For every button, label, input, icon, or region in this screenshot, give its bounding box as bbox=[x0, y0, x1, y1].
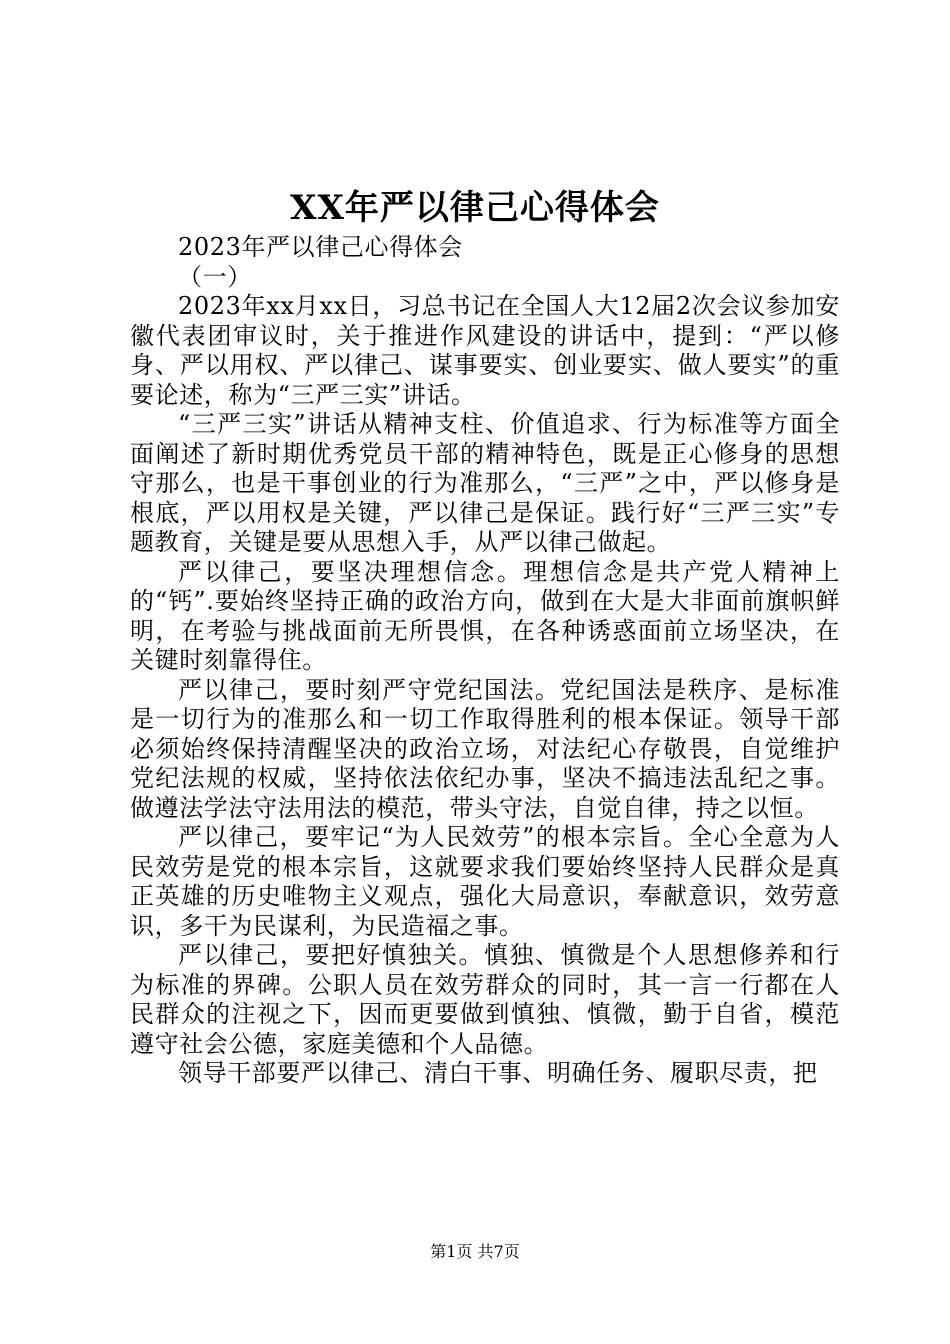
subtitle-line: 2023年严以律己心得体会 bbox=[178, 233, 463, 261]
paragraph: 严以律己，要把好慎独关。慎独、慎微是个人思想修养和行为标准的界碑。公职人员在效劳群众的同时，其一言一行都在人民群众的注视之下，因而更要做到慎独、慎微，勤于自省，模范遵守社会公德，家庭美德和个人品德。 bbox=[130, 941, 840, 1058]
paragraph: 严以律己，要时刻严守党纪国法。党纪国法是秩序、是标准是一切行为的准那么和一切工作取得胜利的根本保证。领导干部必须始终保持清醒坚决的政治立场，对法纪心存敬畏，自觉维护党纪法规的权威，坚持依法依纪办事，坚决不搞违法乱纪之事。做遵法学法守法用法的模范，带头守法，自觉自律，持之以恒。 bbox=[130, 675, 840, 822]
paragraph: “三严三实”讲话从精神支柱、价值追求、行为标准等方面全面阐述了新时期优秀党员干部的精神特色，既是正心修身的思想守那么，也是干事创业的行为准那么，“三严”之中，严以修身是根底，严以用权是关键，严以律己是保证。践行好“三严三实”专题教育，关键是要从思想入手，从严以律己做起。 bbox=[130, 410, 840, 556]
section-marker: （一） bbox=[178, 262, 252, 291]
document-title: XX年严以律己心得体会 bbox=[290, 188, 660, 228]
paragraph: 严以律己，要坚决理想信念。理想信念是共产党人精神上的“钙”.要始终坚持正确的政治方向，做到在大是大非面前旗帜鲜明，在考验与挑战面前无所畏惧，在各种诱惑面前立场坚决，在关键时刻靠得住。 bbox=[130, 557, 840, 674]
document-body bbox=[130, 233, 840, 1089]
paragraph: 领导干部要严以律己、清白干事、明确任务、履职尽责，把 bbox=[178, 1059, 818, 1087]
page-footer: 第1页 共7页 bbox=[430, 1242, 520, 1261]
paragraph: 严以律己，要牢记“为人民效劳”的根本宗旨。全心全意为人民效劳是党的根本宗旨，这就要求我们要始终坚持人民群众是真正英雄的历史唯物主义观点，强化大局意识，奉献意识，效劳意识，多干为民谋利，为民造福之事。 bbox=[130, 823, 840, 940]
paragraph: 2023年xx月xx日，习总书记在全国人大12届2次会议参加安徽代表团审议时，关于推进作风建设的讲话中，提到：“严以修身、严以用权、严以律己、谋事要实、创业要实、做人要实”的重要论述，称为“三严三实”讲话。 bbox=[130, 292, 840, 409]
